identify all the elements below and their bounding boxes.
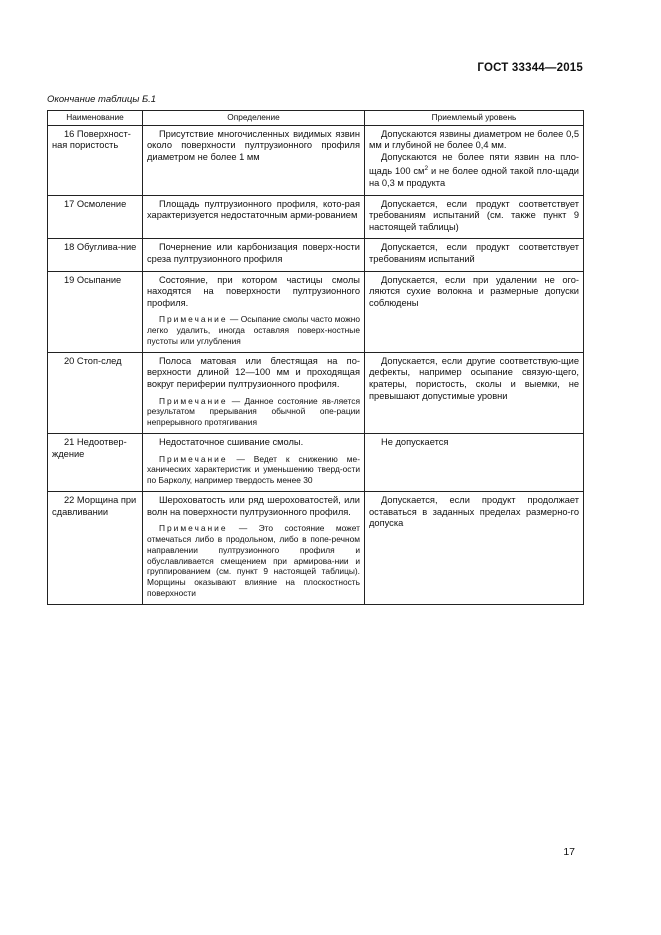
cell-definition [143,195,365,239]
definition-text: Присутствие многочисленных видимых язвин около поверхности пултрузионного профиля диаметром не более 1 мм [147,128,360,162]
column-header-definition: Определение [143,111,365,126]
cell-acceptable-level [365,239,584,271]
table-row [48,195,584,239]
note-text: — Это состояние может отмечаться либо в продольном, либо в попе-речном направлении пултрузионного профиля и обуславливается смещением при армирова-нии и группированием (см. пункт 9 настоящей таблицы). Морщины оказывают влияние на плоскостность поверхности [147,523,360,598]
document-code: ГОСТ 33344—2015 [477,62,583,74]
cell-name [48,195,143,239]
term-name: 21 Недоотвер-ждение [52,436,127,459]
note-label: Примечание [159,453,228,464]
cell-definition [143,433,365,491]
definition-text: Площадь пултрузионного профиля, кото-рая характеризуется недостаточным арми-рованием [147,198,360,221]
definition-text: Почернение или карбонизация поверх-ности среза пултрузионного профиля [147,242,360,265]
note-label: Примечание [159,523,228,534]
term-name: 22 Морщина при сдавливании [52,494,137,517]
cell-name [48,271,143,352]
note-text: — Данное состояние яв-ляется результатом прерывания обычной опе-рации непрерывного протягивания [147,395,360,428]
cell-definition [143,271,365,352]
table-row [48,491,584,604]
note-label: Примечание [159,395,228,406]
cell-name [48,352,143,433]
cell-name [48,239,143,271]
definition-text: Состояние, при котором частицы смолы находятся на поверхности пултрузионного профиля. [147,274,360,308]
page-number: 17 [563,846,575,858]
cell-definition [143,352,365,433]
definition-text: Шероховатость или ряд шероховатостей, или волн на поверхности пултрузионного профиля. [147,494,360,517]
table-row [48,271,584,352]
table-row [48,352,584,433]
acceptable-text [369,152,579,190]
cell-name [48,433,143,491]
acceptable-text-part: Допускаются не более пяти язвин на пло-щадь 100 см [369,151,579,177]
cell-acceptable-level [365,271,584,352]
table-caption: Окончание таблицы Б.1 [47,94,157,105]
defects-table [47,110,584,605]
superscript: 2 [424,165,429,173]
definition-text: Недостаточное сшивание смолы. [159,436,304,447]
cell-name [48,125,143,195]
acceptable-text: Допускаются язвины диаметром не более 0,5 мм и глубиной не более 0,4 мм. [369,128,579,151]
table-row [48,125,584,195]
column-header-name: Наименование [48,111,143,126]
term-name: 19 Осыпание [64,274,122,285]
acceptable-text: Допускается, если продукт продолжает оставаться в заданных пределах размерно-го допуска [369,494,579,529]
cell-acceptable-level [365,352,584,433]
cell-acceptable-level [365,491,584,604]
cell-acceptable-level [365,125,584,195]
table-row [48,239,584,271]
table-header-row [48,111,584,126]
cell-definition [143,239,365,271]
cell-acceptable-level [365,195,584,239]
cell-definition [143,125,365,195]
acceptable-text-part: и не более одной такой пло-щади на 0,3 м продукта [369,166,579,189]
acceptable-text: Допускается, если при удалении не ого-ляются сухие волокна и размерные допуски соблюдены [369,274,579,308]
cell-acceptable-level [365,433,584,491]
note [147,314,360,346]
term-name: 20 Стоп-след [64,355,122,366]
acceptable-text: Допускается, если продукт соответствует требованиям испытаний (см. также пункт 9 настоящей таблицы) [369,198,579,232]
note [147,396,360,428]
column-header-acceptable-level: Приемлемый уровень [365,111,584,126]
acceptable-text: Допускается, если другие соответствую-щие дефекты, например осыпание связую-щего, кратеры, пористость, сколы и выемки, не превышают допустимые уровни [369,355,579,401]
acceptable-text: Не допускается [381,436,449,447]
note-label: Примечание [159,314,228,325]
cell-definition [143,491,365,604]
note [147,523,360,599]
note-text: — Ведет к снижению ме-ханических характеристик и уменьшению тверд-ости по Барколу, например твердость менее 30 [147,453,360,486]
term-name: 18 Обуглива-ние [64,242,137,253]
note-text: — Осыпание смолы часто можно легко удалить, иногда оставляя поверх-ностные пустоты или углубления [147,314,360,346]
cell-name [48,491,143,604]
term-name: 17 Осмоление [64,198,127,209]
table-row [48,433,584,491]
acceptable-text: Допускается, если продукт соответствует требованиям испытаний [369,242,579,265]
note [147,454,360,486]
definition-text: Полоса матовая или блестящая на по-верхности длиной 12—100 мм и проходящая вокруг периферии пултрузионного профиля. [147,355,360,389]
term-name: 16 Поверхност-ная пористость [52,128,131,151]
